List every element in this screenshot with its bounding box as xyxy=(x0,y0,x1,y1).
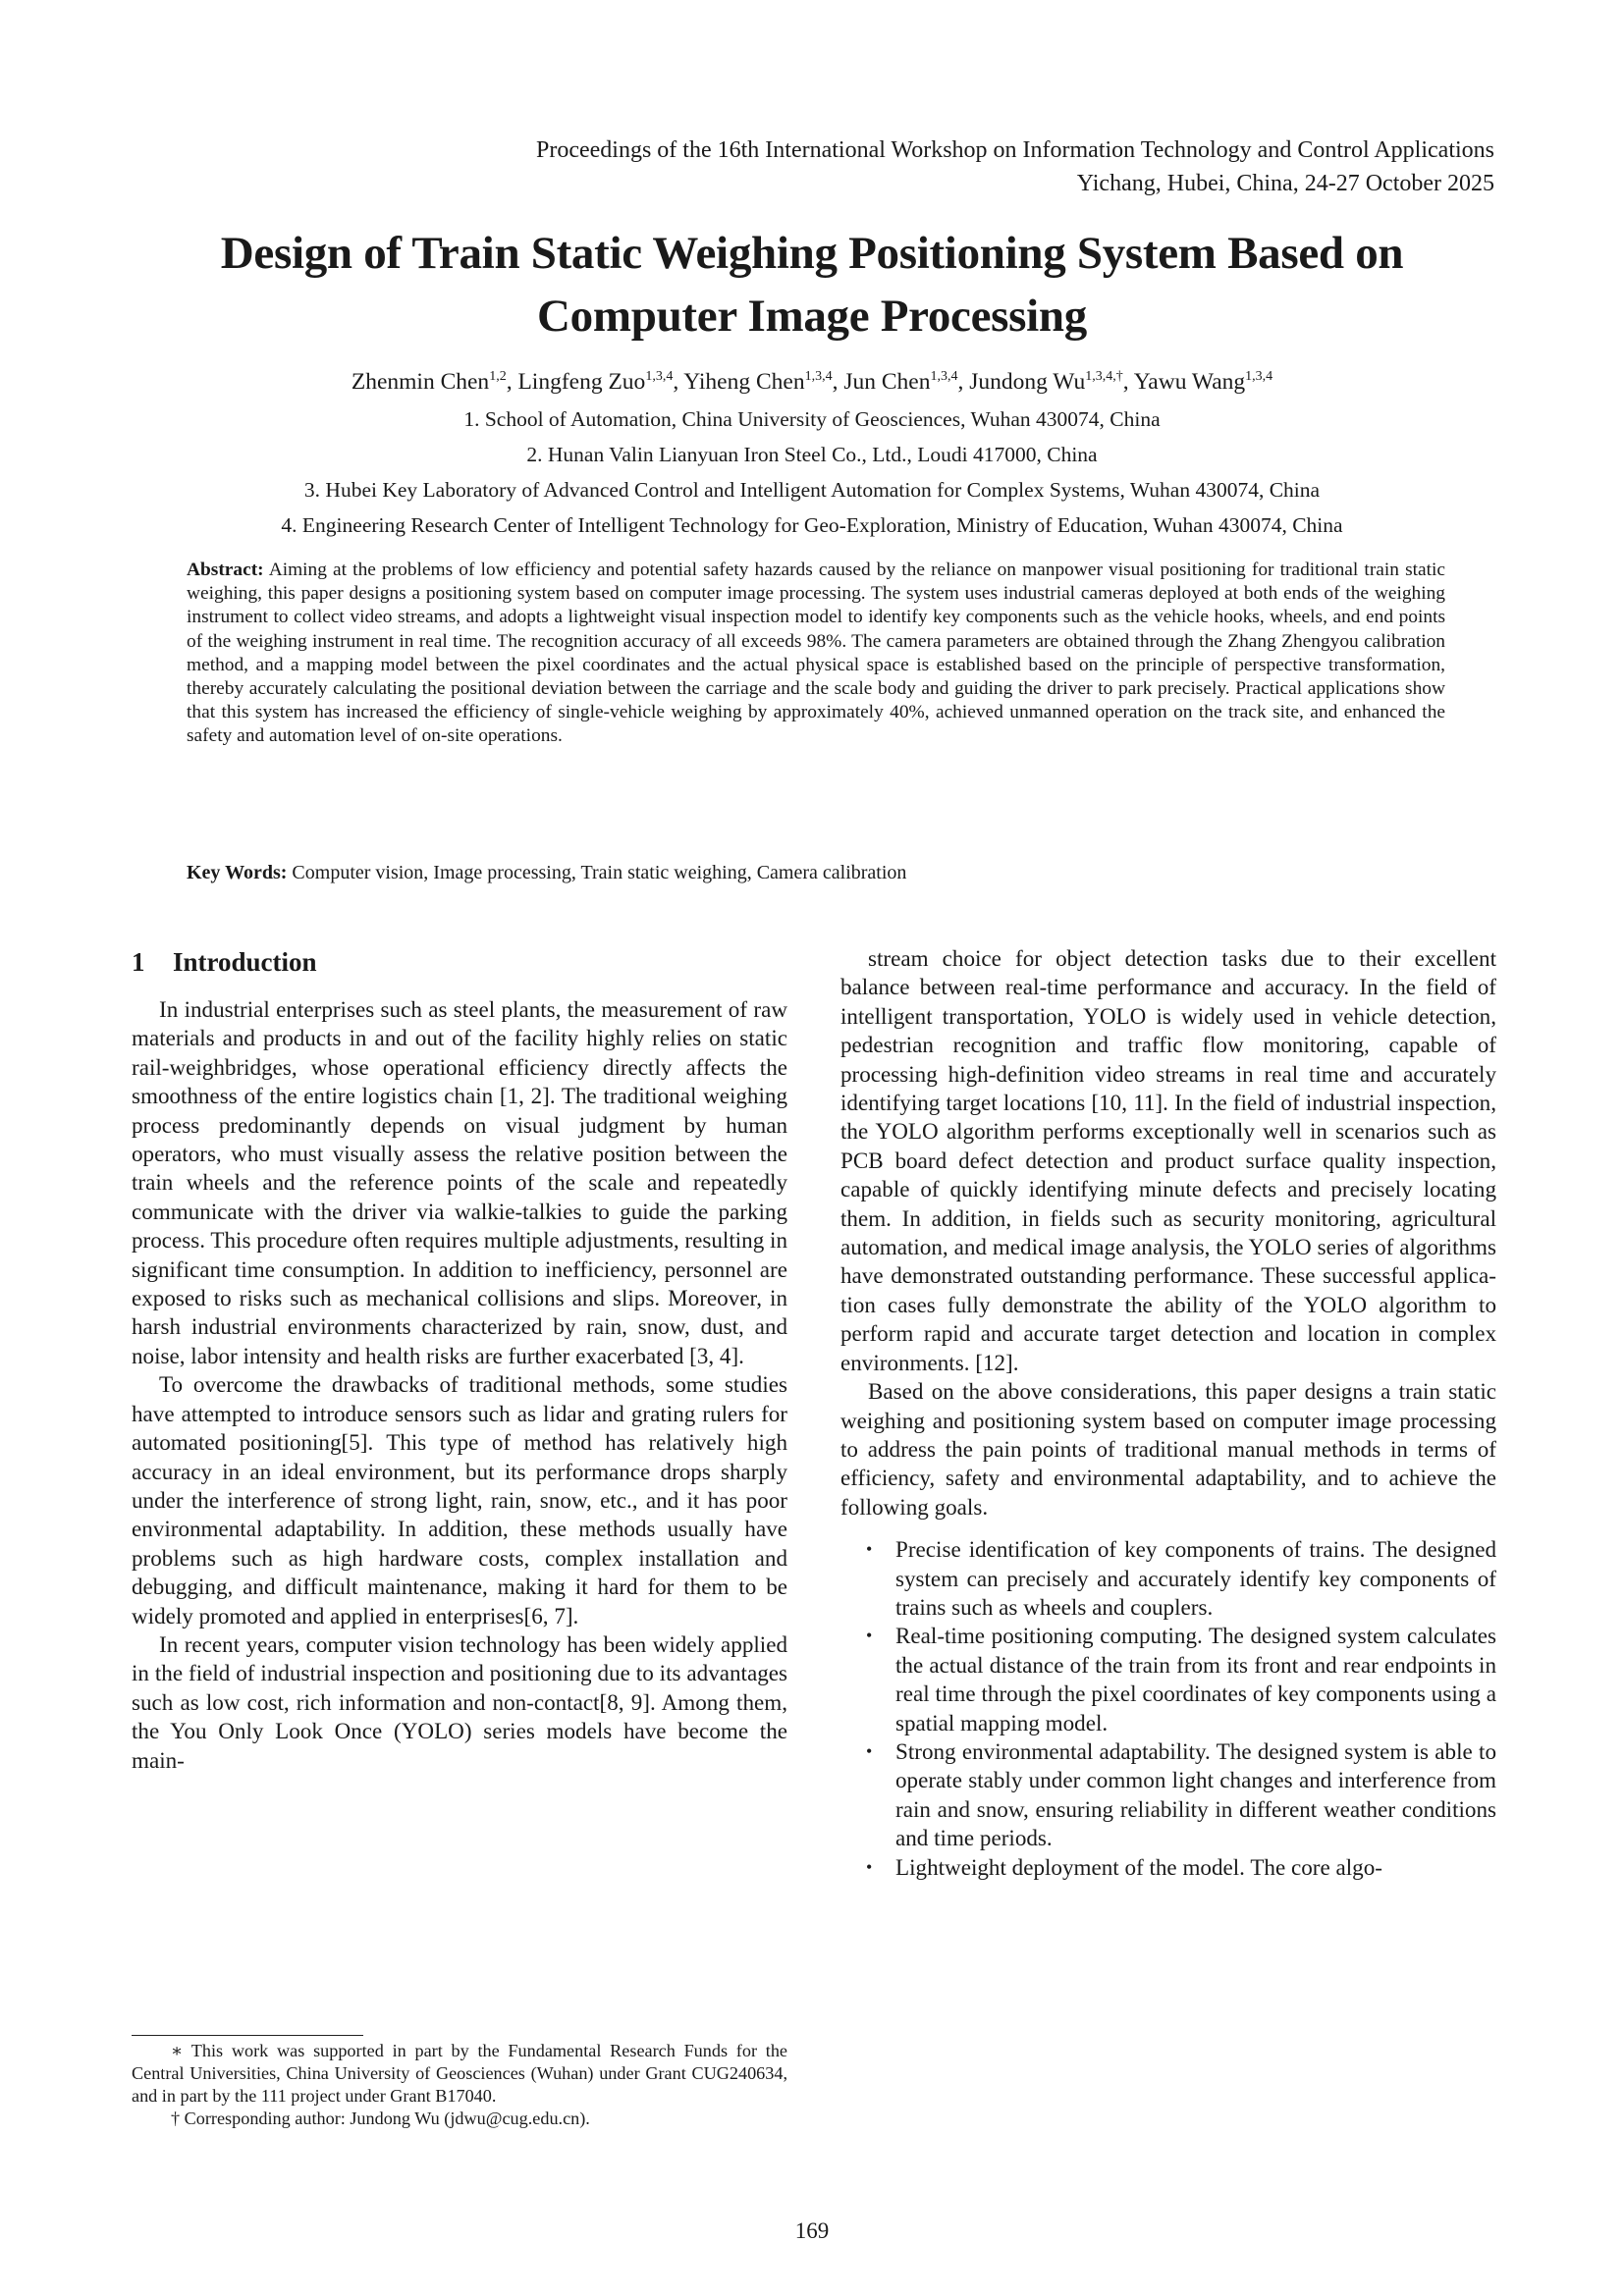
abstract xyxy=(187,559,1445,749)
keywords xyxy=(187,860,1445,885)
footnote-funding: ∗ This work was supported in part by the Fundamental Research Funds for the Central Universities, China University of Geosciences (Wuhan) under Grant CUG240634, and in part by the 111 project under Grant B17040. xyxy=(132,2041,787,2106)
body-paragraph: To overcome the drawbacks of traditional methods, some studies have attempted to introduce sensors such as lidar and grating rulers for automated positioning[5]. This type of method has relatively high accuracy in an ideal environment, but its performance drops sharply under the interference of strong light, rain, snow, etc., and it has poor environmental adaptability. In addition, these methods usually have problems such as high hardware costs, complex installation and debugging, and difficult maintenance, making it hard for them to be widely promoted and applied in enterprises[6, 7]. xyxy=(132,1371,787,1629)
keywords-label: Key Words: xyxy=(187,862,288,883)
author-affiliation-marks: 1,2 xyxy=(489,369,507,384)
affiliation-1: 1. School of Automation, China University of Geosciences, Wuhan 430074, China xyxy=(463,407,1161,431)
footnote-divider xyxy=(132,2035,363,2036)
proceedings-line-2: Yichang, Hubei, China, 24-27 October 2025 xyxy=(1076,171,1494,196)
author-affiliation-marks: 1,3,4 xyxy=(930,369,958,384)
keywords-text: Computer vision, Image processing, Train static weighing, Camera calibration xyxy=(292,862,907,883)
author: Jundong $Wu^{1,3,4,\dagger}$ xyxy=(969,369,1123,395)
author-affiliation-marks: 1,3,4 xyxy=(1245,369,1273,384)
author-affiliation-marks: 1,3,4,† xyxy=(1085,369,1123,384)
right-column xyxy=(840,944,1496,1882)
bullet-icon: • xyxy=(866,1539,873,1560)
section-title: Introduction xyxy=(173,947,317,977)
affiliation-3: 3. Hubei Key Laboratory of Advanced Control and Intelligent Automation for Complex Systems, Wuhan 430074, China xyxy=(303,478,1321,502)
author: Yiheng Chen$^{1,3,4}$ xyxy=(683,369,833,395)
list-item: • Precise identification of key components of trains. The designed system can precisely and accurately identify key components of trains such as wheels and couplers. xyxy=(866,1536,1496,1620)
author: Lingfeng Zuo$^{1,3,4}$ xyxy=(517,369,674,395)
bullet-icon: • xyxy=(866,1740,873,1761)
author-affiliation-marks: 1,3,4 xyxy=(804,369,833,384)
author: Zhenmin Chen$^{1,2}$ xyxy=(351,369,507,395)
footnote-corresponding-author: † Corresponding author: Jundong Wu (jdwu@cug.edu.cn). xyxy=(171,2109,590,2128)
list-item: • Lightweight deployment of the model. The core algo- xyxy=(895,1853,1496,1882)
bullet-icon: • xyxy=(866,1856,873,1877)
bullet-icon: • xyxy=(866,1626,873,1646)
author: Yawu Wang$^{1,3,4}$ xyxy=(1133,369,1273,395)
author: Jun Chen$^{1,3,4}$ xyxy=(843,369,958,395)
left-column xyxy=(132,944,787,1775)
body-paragraph: In recent years, computer vision technology has been widely applied in the field of industrial inspection and positioning due to its advantages such as low cost, rich information and non-contact[8, 9]. Among them, the You Only Look Once (YOLO) series models have become the main- xyxy=(132,1630,787,1773)
paper-title xyxy=(0,222,1624,347)
footnotes xyxy=(132,2040,787,2130)
section-heading xyxy=(132,944,787,980)
affiliation-4: 4. Engineering Research Center of Intelligent Technology for Geo-Exploration, Ministry of Education, Wuhan 430074, China xyxy=(281,513,1343,537)
list-item: • Strong environmental adaptability. The designed system is able to operate stably under common light changes and interference from rain and snow, ensuring reliability in different weather conditions and time periods. xyxy=(866,1737,1496,1851)
body-paragraph: Based on the above considerations, this paper designs a train static weighing and positioning system based on computer image processing to address the pain points of traditional manual methods in terms of efficiency, safety and environmental adaptability, and to achieve the following goals. xyxy=(840,1378,1496,1520)
goals-list xyxy=(840,1535,1496,1882)
author-affiliation-marks: 1,3,4 xyxy=(645,369,674,384)
proceedings-line-1: Proceedings of the 16th International Workshop on Information Technology and Control Applications xyxy=(536,137,1494,163)
proceedings-header xyxy=(536,133,1494,200)
title-line-2: Computer Image Processing xyxy=(537,291,1087,342)
list-item: • Real-time positioning computing. The designed system calculates the actual distance of the train from its front and rear endpoints in real time through the pixel coordinates of key components using a spatial mapping model. xyxy=(866,1623,1496,1735)
abstract-label: Abstract: xyxy=(187,560,264,580)
abstract-text: Aiming at the problems of low efficiency and potential safety hazards caused by the reliance on manpower visual positioning for traditional train static weighing, this paper designs a positioning system based on computer image processing. The system uses industrial cameras deployed at both ends of the weighing instrument to collect video streams, and adopts a lightweight visual inspection model to identify key components such as the vehicle hooks, wheels, and end points of the weighing instrument in real time. The recognition accuracy of all exceeds 98%. The camera parameters are obtained through the Zhang Zhengyou calibration method, and a mapping model between the pixel coordinates and the actual physical space is established based on the principle of perspective transformation, thereby accurately calculating the positional deviation between the carriage and the scale body and guiding the driver to park precisely. Practical applications show that this system has increased the efficiency of single-vehicle weighing by approximately 40%, achieved unmanned operation on the track site, and enhanced the safety and automation level of on-site operations. xyxy=(187,560,1446,747)
body-paragraph: In industrial enterprises such as steel plants, the measurement of raw materials and products in and out of the facility highly relies on static rail-weighbridges, whose operational efficiency directly affects the smoothness of the entire logistics chain [1, 2]. The traditional weighing process predominantly depends on visual judgment by human operators, who must visually assess the relative position between the train wheels and the reference points of the scale and repeatedly communicate with the driver via walkie-talkies to guide the parking process. This procedure often requires multiple adjustments, resulting in significant time consumption. In addition to inefficiency, personnel are exposed to risks such as mechanical collisions and slips. Moreover, in harsh industrial environments characterized by rain, snow, dust, and noise, labor intensity and health risks are further exacerbated [3, 4]. xyxy=(132,996,787,1368)
affiliation-2: 2. Hunan Valin Lianyuan Iron Steel Co., Ltd., Loudi 417000, China xyxy=(526,443,1098,466)
section-number: 1 xyxy=(132,947,145,977)
body-paragraph: stream choice for object detection tasks due to their excellent balance between real-time performance and accuracy. In the field of intelligent transportation, YOLO is widely used in vehicle detection, pedestrian recognition and traffic flow monitoring, capable of processing high-definition video streams in real time and accurately identifying target locations [10, 11]. In the field of industrial inspection, the YOLO algorithm performs exceptionally well in scenarios such as PCB board defect detection and product surface quality inspection, capable of quickly identifying minute defects and precisely locating them. In addition, in fields such as security monitoring, agricultural automation, and medical image analysis, the YOLO series of algorithms have demonstrated outstanding performance. These successful application cases fully demonstrate the ability of the YOLO algorithm to perform rapid and accurate target detection and location in complex environments. [12]. xyxy=(840,945,1496,1375)
title-line-1: Design of Train Static Weighing Positioning System Based on xyxy=(220,228,1404,279)
author-list: Zhenmin Chen$^{1,2}$, Lingfeng Zuo$^{1,3,4}$, Yiheng Chen$^{1,3,4}$, Jun Chen$^{1,3,4}$, Jundong $Wu^{1,3,4,\dagger}$, Yawu Wang$^{1,3,4}$ xyxy=(351,369,1273,395)
page-number: 169 xyxy=(794,2218,830,2243)
